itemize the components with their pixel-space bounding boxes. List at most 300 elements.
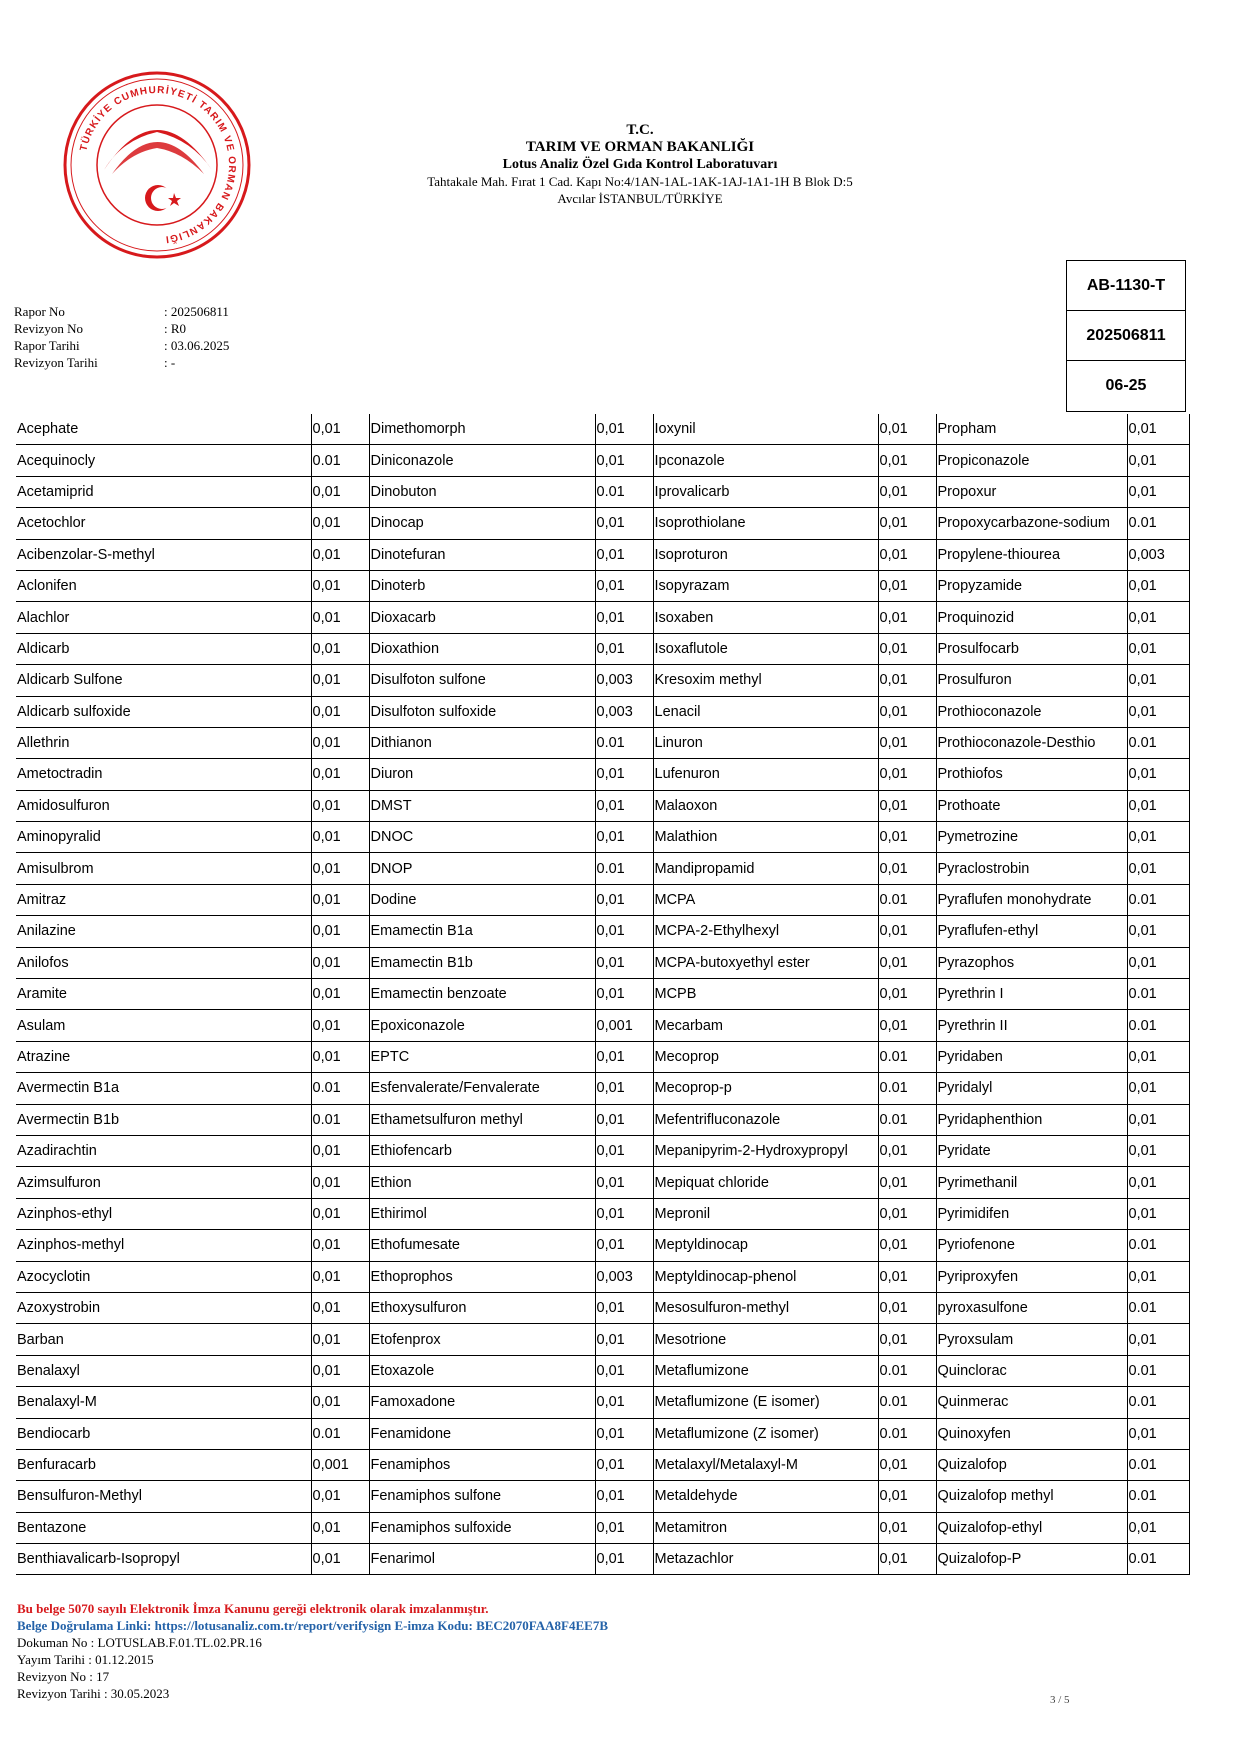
analyte-name: Asulam <box>16 1010 311 1041</box>
analyte-limit: 0,01 <box>1127 633 1189 664</box>
analyte-name: Disulfoton sulfoxide <box>369 696 595 727</box>
analyte-limit: 0,01 <box>595 1073 653 1104</box>
analyte-name: Pyridalyl <box>936 1073 1127 1104</box>
analyte-name: Quinmerac <box>936 1387 1127 1418</box>
analyte-name: Ethoprophos <box>369 1261 595 1292</box>
table-row <box>16 947 1189 978</box>
table-row <box>16 1449 1189 1480</box>
analyte-limit: 0,01 <box>878 790 936 821</box>
analyte-limit: 0.01 <box>595 476 653 507</box>
analyte-limit: 0,01 <box>595 822 653 853</box>
analyte-limit: 0,01 <box>595 979 653 1010</box>
analyte-name: Prothioconazole <box>936 696 1127 727</box>
doc-code: AB-1130-T <box>1067 261 1185 311</box>
analyte-name: MCPB <box>653 979 878 1010</box>
analyte-limit: 0,01 <box>1127 1104 1189 1135</box>
table-row <box>16 1481 1189 1512</box>
e-signature-note: Bu belge 5070 sayılı Elektronik İmza Kanunu gereği elektronik olarak imzalanmıştır. <box>17 1601 489 1616</box>
analyte-name: Pyraclostrobin <box>936 853 1127 884</box>
analyte-name: Metamitron <box>653 1512 878 1543</box>
analyte-limit: 0,01 <box>878 476 936 507</box>
meta-label: Revizyon No <box>14 321 83 336</box>
analyte-name: Pyrimethanil <box>936 1167 1127 1198</box>
analyte-name: Mepronil <box>653 1198 878 1229</box>
analyte-name: Azimsulfuron <box>16 1167 311 1198</box>
table-row <box>16 1073 1189 1104</box>
analyte-limit: 0,01 <box>595 1292 653 1323</box>
analyte-name: Propoxycarbazone-sodium <box>936 508 1127 539</box>
analyte-limit: 0,01 <box>878 665 936 696</box>
analyte-limit: 0,01 <box>311 1135 369 1166</box>
analyte-name: Aramite <box>16 979 311 1010</box>
table-row <box>16 476 1189 507</box>
table-row <box>16 1198 1189 1229</box>
analyte-limit: 0,01 <box>595 759 653 790</box>
analyte-limit: 0.01 <box>311 1418 369 1449</box>
analyte-limit: 0,01 <box>595 790 653 821</box>
table-row <box>16 1261 1189 1292</box>
analyte-limit: 0,01 <box>1127 445 1189 476</box>
analyte-limit: 0,01 <box>311 1292 369 1323</box>
analyte-name: Benalaxyl-M <box>16 1387 311 1418</box>
analyte-name: Prosulfuron <box>936 665 1127 696</box>
analyte-limit: 0,01 <box>311 759 369 790</box>
analyte-name: Mepanipyrim-2-Hydroxypropyl <box>653 1135 878 1166</box>
analyte-name: MCPA <box>653 884 878 915</box>
analyte-limit: 0,01 <box>595 602 653 633</box>
analyte-limit: 0,01 <box>878 696 936 727</box>
analyte-limit: 0,01 <box>311 1041 369 1072</box>
analyte-limit: 0,01 <box>595 1512 653 1543</box>
analyte-name: Quinclorac <box>936 1355 1127 1386</box>
analyte-limit: 0,01 <box>1127 853 1189 884</box>
analyte-name: Pyrimidifen <box>936 1198 1127 1229</box>
analyte-limit: 0.01 <box>595 727 653 758</box>
analyte-limit: 0.01 <box>1127 1010 1189 1041</box>
analyte-limit: 0.01 <box>1127 1292 1189 1323</box>
analyte-name: Pyridaben <box>936 1041 1127 1072</box>
analyte-limit: 0,01 <box>311 1261 369 1292</box>
table-row <box>16 1324 1189 1355</box>
analyte-limit: 0,01 <box>878 570 936 601</box>
analyte-limit: 0,01 <box>1127 1324 1189 1355</box>
analyte-name: MCPA-butoxyethyl ester <box>653 947 878 978</box>
analyte-limit: 0,01 <box>1127 476 1189 507</box>
analyte-name: Isoxaflutole <box>653 633 878 664</box>
analyte-name: Meptyldinocap-phenol <box>653 1261 878 1292</box>
analyte-limit: 0.01 <box>1127 1387 1189 1418</box>
table-row <box>16 602 1189 633</box>
analyte-limit: 0,01 <box>1127 759 1189 790</box>
analyte-name: Benfuracarb <box>16 1449 311 1480</box>
analyte-name: Acephate <box>16 414 311 445</box>
analyte-name: Pymetrozine <box>936 822 1127 853</box>
analyte-limit: 0,01 <box>1127 414 1189 445</box>
doc-number-line: Dokuman No : LOTUSLAB.F.01.TL.02.PR.16 <box>17 1635 262 1650</box>
analyte-limit: 0,01 <box>595 1481 653 1512</box>
analyte-limit: 0,01 <box>595 1198 653 1229</box>
analyte-limit: 0.01 <box>1127 884 1189 915</box>
analyte-name: Bendiocarb <box>16 1418 311 1449</box>
analyte-limit: 0,01 <box>878 822 936 853</box>
analyte-limit: 0,01 <box>311 1010 369 1041</box>
analyte-limit: 0,001 <box>311 1449 369 1480</box>
analyte-limit: 0,01 <box>595 1167 653 1198</box>
analyte-limit: 0,01 <box>878 1292 936 1323</box>
analyte-name: DMST <box>369 790 595 821</box>
analyte-name: Pyridate <box>936 1135 1127 1166</box>
analyte-name: Dioxathion <box>369 633 595 664</box>
analyte-limit: 0,01 <box>311 790 369 821</box>
analyte-name: Emamectin B1b <box>369 947 595 978</box>
analyte-name: Azinphos-methyl <box>16 1230 311 1261</box>
analyte-name: Pyraflufen-ethyl <box>936 916 1127 947</box>
analyte-name: Acibenzolar-S-methyl <box>16 539 311 570</box>
analyte-limit: 0.01 <box>1127 979 1189 1010</box>
analyte-limit: 0,01 <box>311 916 369 947</box>
meta-row <box>14 320 229 337</box>
analyte-limit: 0.01 <box>311 445 369 476</box>
analyte-name: Isoprothiolane <box>653 508 878 539</box>
analyte-name: Amisulbrom <box>16 853 311 884</box>
analyte-limit: 0.01 <box>878 1355 936 1386</box>
analyte-limit: 0,003 <box>595 665 653 696</box>
analyte-name: Prothioconazole-Desthio <box>936 727 1127 758</box>
analyte-name: Kresoxim methyl <box>653 665 878 696</box>
analyte-limit: 0,01 <box>878 602 936 633</box>
analyte-name: Ipconazole <box>653 445 878 476</box>
analyte-limit: 0,01 <box>311 979 369 1010</box>
analyte-name: Ethiofencarb <box>369 1135 595 1166</box>
analyte-limit: 0.01 <box>878 1073 936 1104</box>
analyte-limit: 0,01 <box>878 508 936 539</box>
analyte-name: Etoxazole <box>369 1355 595 1386</box>
analyte-limit: 0,01 <box>311 602 369 633</box>
analyte-limit: 0,003 <box>595 1261 653 1292</box>
analyte-name: Aldicarb sulfoxide <box>16 696 311 727</box>
meta-value: : - <box>164 355 176 370</box>
analyte-name: Ethoxysulfuron <box>369 1292 595 1323</box>
analyte-name: Amitraz <box>16 884 311 915</box>
analyte-limit: 0,01 <box>595 539 653 570</box>
analyte-name: pyroxasulfone <box>936 1292 1127 1323</box>
analyte-name: Mefentrifluconazole <box>653 1104 878 1135</box>
analyte-limit: 0.01 <box>878 1041 936 1072</box>
analyte-name: Metalaxyl/Metalaxyl-M <box>653 1449 878 1480</box>
analyte-limit: 0.01 <box>1127 727 1189 758</box>
table-row <box>16 1010 1189 1041</box>
analyte-name: Alachlor <box>16 602 311 633</box>
analyte-name: Acetamiprid <box>16 476 311 507</box>
analyte-name: Emamectin B1a <box>369 916 595 947</box>
analyte-limit: 0,01 <box>311 1167 369 1198</box>
analyte-limit: 0.01 <box>595 853 653 884</box>
analyte-name: Metazachlor <box>653 1544 878 1575</box>
analyte-name: Atrazine <box>16 1041 311 1072</box>
analyte-limit: 0,01 <box>1127 570 1189 601</box>
analyte-name: Quizalofop <box>936 1449 1127 1480</box>
table-row <box>16 727 1189 758</box>
analyte-limit: 0,01 <box>595 947 653 978</box>
analyte-limit: 0,01 <box>878 916 936 947</box>
analyte-limit: 0,01 <box>878 759 936 790</box>
analyte-name: Mesosulfuron-methyl <box>653 1292 878 1323</box>
analyte-name: Propoxur <box>936 476 1127 507</box>
analyte-name: Aclonifen <box>16 570 311 601</box>
table-row <box>16 759 1189 790</box>
publish-date-line: Yayım Tarihi : 01.12.2015 <box>17 1652 154 1667</box>
svg-text:TÜRKİYE CUMHURİYETİ TARIM VE O <box>78 84 237 246</box>
analyte-name: Quizalofop methyl <box>936 1481 1127 1512</box>
table-row <box>16 1355 1189 1386</box>
analyte-name: Pyroxsulam <box>936 1324 1127 1355</box>
table-row <box>16 508 1189 539</box>
analyte-name: Meptyldinocap <box>653 1230 878 1261</box>
analyte-name: Lenacil <box>653 696 878 727</box>
analyte-name: Ethion <box>369 1167 595 1198</box>
ministry-seal-logo <box>62 70 252 260</box>
analyte-limit: 0,01 <box>878 1167 936 1198</box>
analyte-name: Mepiquat chloride <box>653 1167 878 1198</box>
analyte-name: Dinocap <box>369 508 595 539</box>
table-row <box>16 445 1189 476</box>
analyte-name: Propyzamide <box>936 570 1127 601</box>
meta-label: Revizyon Tarihi <box>14 355 98 370</box>
analyte-name: Diniconazole <box>369 445 595 476</box>
analyte-name: Fenamiphos <box>369 1449 595 1480</box>
analyte-limit: 0,01 <box>878 414 936 445</box>
doc-period: 06-25 <box>1105 377 1147 394</box>
analyte-name: Disulfoton sulfone <box>369 665 595 696</box>
table-row <box>16 696 1189 727</box>
analyte-name: Azocyclotin <box>16 1261 311 1292</box>
table-row <box>16 1387 1189 1418</box>
analyte-limit: 0,01 <box>1127 1073 1189 1104</box>
analyte-limit: 0,01 <box>595 1324 653 1355</box>
analyte-name: Isopyrazam <box>653 570 878 601</box>
meta-label: Rapor No <box>14 304 65 319</box>
analyte-name: Ethofumesate <box>369 1230 595 1261</box>
analyte-name: Ioxynil <box>653 414 878 445</box>
analyte-limit: 0,01 <box>595 445 653 476</box>
analyte-name: EPTC <box>369 1041 595 1072</box>
table-row <box>16 570 1189 601</box>
analyte-name: Dimethomorph <box>369 414 595 445</box>
analyte-name: Acetochlor <box>16 508 311 539</box>
analyte-name: Fenamiphos sulfoxide <box>369 1512 595 1543</box>
analyte-limit: 0,01 <box>311 414 369 445</box>
analyte-limit: 0.01 <box>878 1104 936 1135</box>
analyte-limit: 0,001 <box>595 1010 653 1041</box>
analyte-limit: 0,01 <box>595 884 653 915</box>
analyte-limit: 0,01 <box>878 727 936 758</box>
analyte-limit: 0,01 <box>1127 696 1189 727</box>
table-row <box>16 665 1189 696</box>
analyte-name: Metaflumizone (E isomer) <box>653 1387 878 1418</box>
analyte-name: Metaldehyde <box>653 1481 878 1512</box>
analyte-name: Dodine <box>369 884 595 915</box>
analyte-name: Aldicarb Sulfone <box>16 665 311 696</box>
analyte-limit: 0,01 <box>595 633 653 664</box>
analyte-limit: 0.01 <box>1127 1449 1189 1480</box>
analyte-name: Ethametsulfuron methyl <box>369 1104 595 1135</box>
analyte-name: Pyrazophos <box>936 947 1127 978</box>
analyte-limit: 0,01 <box>595 570 653 601</box>
analyte-name: DNOC <box>369 822 595 853</box>
analyte-name: Linuron <box>653 727 878 758</box>
analyte-limit: 0,01 <box>1127 602 1189 633</box>
analyte-limit: 0.01 <box>1127 1544 1189 1575</box>
analyte-name: Dioxacarb <box>369 602 595 633</box>
analyte-name: Fenamiphos sulfone <box>369 1481 595 1512</box>
doc-report-number: 202506811 <box>1067 311 1185 361</box>
meta-value: : 03.06.2025 <box>164 338 230 353</box>
analyte-limit: 0,01 <box>311 1324 369 1355</box>
header-city: Avcılar İSTANBUL/TÜRKİYE <box>557 191 723 206</box>
analyte-limit: 0,01 <box>878 1135 936 1166</box>
analyte-limit: 0,01 <box>1127 947 1189 978</box>
analyte-name: Isoproturon <box>653 539 878 570</box>
analyte-name: Ethirimol <box>369 1198 595 1229</box>
analyte-limit: 0.01 <box>311 1073 369 1104</box>
analyte-limit: 0,01 <box>311 1198 369 1229</box>
analyte-name: Anilazine <box>16 916 311 947</box>
analyte-limit: 0.01 <box>878 884 936 915</box>
analyte-name: Ametoctradin <box>16 759 311 790</box>
header-ministry: TARIM VE ORMAN BAKANLIĞI <box>525 139 755 155</box>
analyte-name: Propylene-thiourea <box>936 539 1127 570</box>
header-tc: T.C. <box>626 122 654 138</box>
table-row <box>16 790 1189 821</box>
analyte-name: Mecoprop-p <box>653 1073 878 1104</box>
analyte-limit: 0.01 <box>1127 1355 1189 1386</box>
verification-link[interactable]: Belge Doğrulama Linki: https://lotusanaliz.com.tr/report/verifysign E-imza Kodu: BEC2070FAA8F4EE7B <box>17 1618 609 1633</box>
analyte-name: Dithianon <box>369 727 595 758</box>
analyte-name: Emamectin benzoate <box>369 979 595 1010</box>
analyte-limit: 0,01 <box>595 508 653 539</box>
analyte-limit: 0,01 <box>311 1512 369 1543</box>
table-row <box>16 1230 1189 1261</box>
analyte-name: Quinoxyfen <box>936 1418 1127 1449</box>
revision-date-line: Revizyon Tarihi : 30.05.2023 <box>17 1686 170 1701</box>
analyte-limit: 0,01 <box>878 947 936 978</box>
analyte-limit: 0.01 <box>311 1104 369 1135</box>
analyte-limit: 0,01 <box>878 633 936 664</box>
analyte-name: Esfenvalerate/Fenvalerate <box>369 1073 595 1104</box>
meta-row <box>14 354 229 371</box>
analyte-name: Lufenuron <box>653 759 878 790</box>
table-row <box>16 1418 1189 1449</box>
analyte-name: Dinotefuran <box>369 539 595 570</box>
analyte-limit: 0,01 <box>595 1418 653 1449</box>
analyte-name: Mesotrione <box>653 1324 878 1355</box>
analyte-limit: 0,01 <box>1127 916 1189 947</box>
analyte-limit: 0,01 <box>311 570 369 601</box>
header-address: Tahtakale Mah. Fırat 1 Cad. Kapı No:4/1AN-1AL-1AK-1AJ-1A1-1H B Blok D:5 <box>427 174 853 189</box>
table-row <box>16 822 1189 853</box>
analyte-limit: 0,01 <box>878 853 936 884</box>
table-row <box>16 916 1189 947</box>
analyte-limit: 0,01 <box>311 1544 369 1575</box>
analyte-limit: 0,01 <box>1127 1512 1189 1543</box>
analyte-name: Azoxystrobin <box>16 1292 311 1323</box>
table-row <box>16 884 1189 915</box>
analyte-limit: 0,01 <box>1127 822 1189 853</box>
analyte-name: Mandipropamid <box>653 853 878 884</box>
analyte-name: Acequinocly <box>16 445 311 476</box>
analyte-limit: 0,01 <box>878 539 936 570</box>
analyte-limit: 0,01 <box>1127 1261 1189 1292</box>
analyte-limit: 0,01 <box>595 1544 653 1575</box>
analyte-name: Isoxaben <box>653 602 878 633</box>
analyte-name: Prothoate <box>936 790 1127 821</box>
table-row <box>16 1292 1189 1323</box>
analyte-name: Allethrin <box>16 727 311 758</box>
analyte-name: Azinphos-ethyl <box>16 1198 311 1229</box>
analyte-limit: 0.01 <box>878 1387 936 1418</box>
analyte-name: Quizalofop-P <box>936 1544 1127 1575</box>
analyte-limit: 0,01 <box>311 539 369 570</box>
analyte-name: Avermectin B1a <box>16 1073 311 1104</box>
analyte-limit: 0,01 <box>311 822 369 853</box>
analyte-name: Aminopyralid <box>16 822 311 853</box>
analyte-limit: 0,01 <box>311 1387 369 1418</box>
report-footer <box>17 1600 608 1702</box>
table-row <box>16 1104 1189 1135</box>
analyte-limit: 0,01 <box>595 1041 653 1072</box>
analyte-name: Malathion <box>653 822 878 853</box>
analyte-name: Mecarbam <box>653 1010 878 1041</box>
table-row <box>16 1512 1189 1543</box>
analyte-name: MCPA-2-Ethylhexyl <box>653 916 878 947</box>
table-row <box>16 1135 1189 1166</box>
analyte-limit: 0,01 <box>1127 790 1189 821</box>
analyte-limit: 0,01 <box>311 1481 369 1512</box>
analyte-limit: 0.01 <box>1127 508 1189 539</box>
analyte-limit: 0,01 <box>1127 1041 1189 1072</box>
analyte-limit: 0,01 <box>878 1230 936 1261</box>
analyte-name: Malaoxon <box>653 790 878 821</box>
analyte-limit: 0.01 <box>878 1418 936 1449</box>
table-row <box>16 633 1189 664</box>
analyte-limit: 0,01 <box>311 727 369 758</box>
analyte-name: Avermectin B1b <box>16 1104 311 1135</box>
analyte-name: Fenamidone <box>369 1418 595 1449</box>
analyte-name: Quizalofop-ethyl <box>936 1512 1127 1543</box>
analyte-limit: 0,01 <box>878 1324 936 1355</box>
analyte-limit: 0,01 <box>595 1230 653 1261</box>
table-row <box>16 979 1189 1010</box>
analyte-limit: 0,01 <box>878 1010 936 1041</box>
analyte-limit: 0,01 <box>878 1481 936 1512</box>
analyte-limit: 0,01 <box>311 1355 369 1386</box>
analyte-limit: 0,01 <box>1127 1135 1189 1166</box>
report-meta <box>14 303 229 371</box>
analyte-name: Pyriofenone <box>936 1230 1127 1261</box>
analyte-limit: 0,01 <box>311 884 369 915</box>
analyte-limit: 0,01 <box>1127 1198 1189 1229</box>
table-row <box>16 414 1189 445</box>
analyte-name: Epoxiconazole <box>369 1010 595 1041</box>
analyte-name: Mecoprop <box>653 1041 878 1072</box>
analyte-limit: 0,01 <box>311 476 369 507</box>
analyte-name: Fenarimol <box>369 1544 595 1575</box>
analyte-limit: 0,003 <box>595 696 653 727</box>
analyte-name: Prothiofos <box>936 759 1127 790</box>
analyte-limit: 0,01 <box>311 696 369 727</box>
meta-value: : 202506811 <box>164 304 229 319</box>
analyte-name: Metaflumizone (Z isomer) <box>653 1418 878 1449</box>
